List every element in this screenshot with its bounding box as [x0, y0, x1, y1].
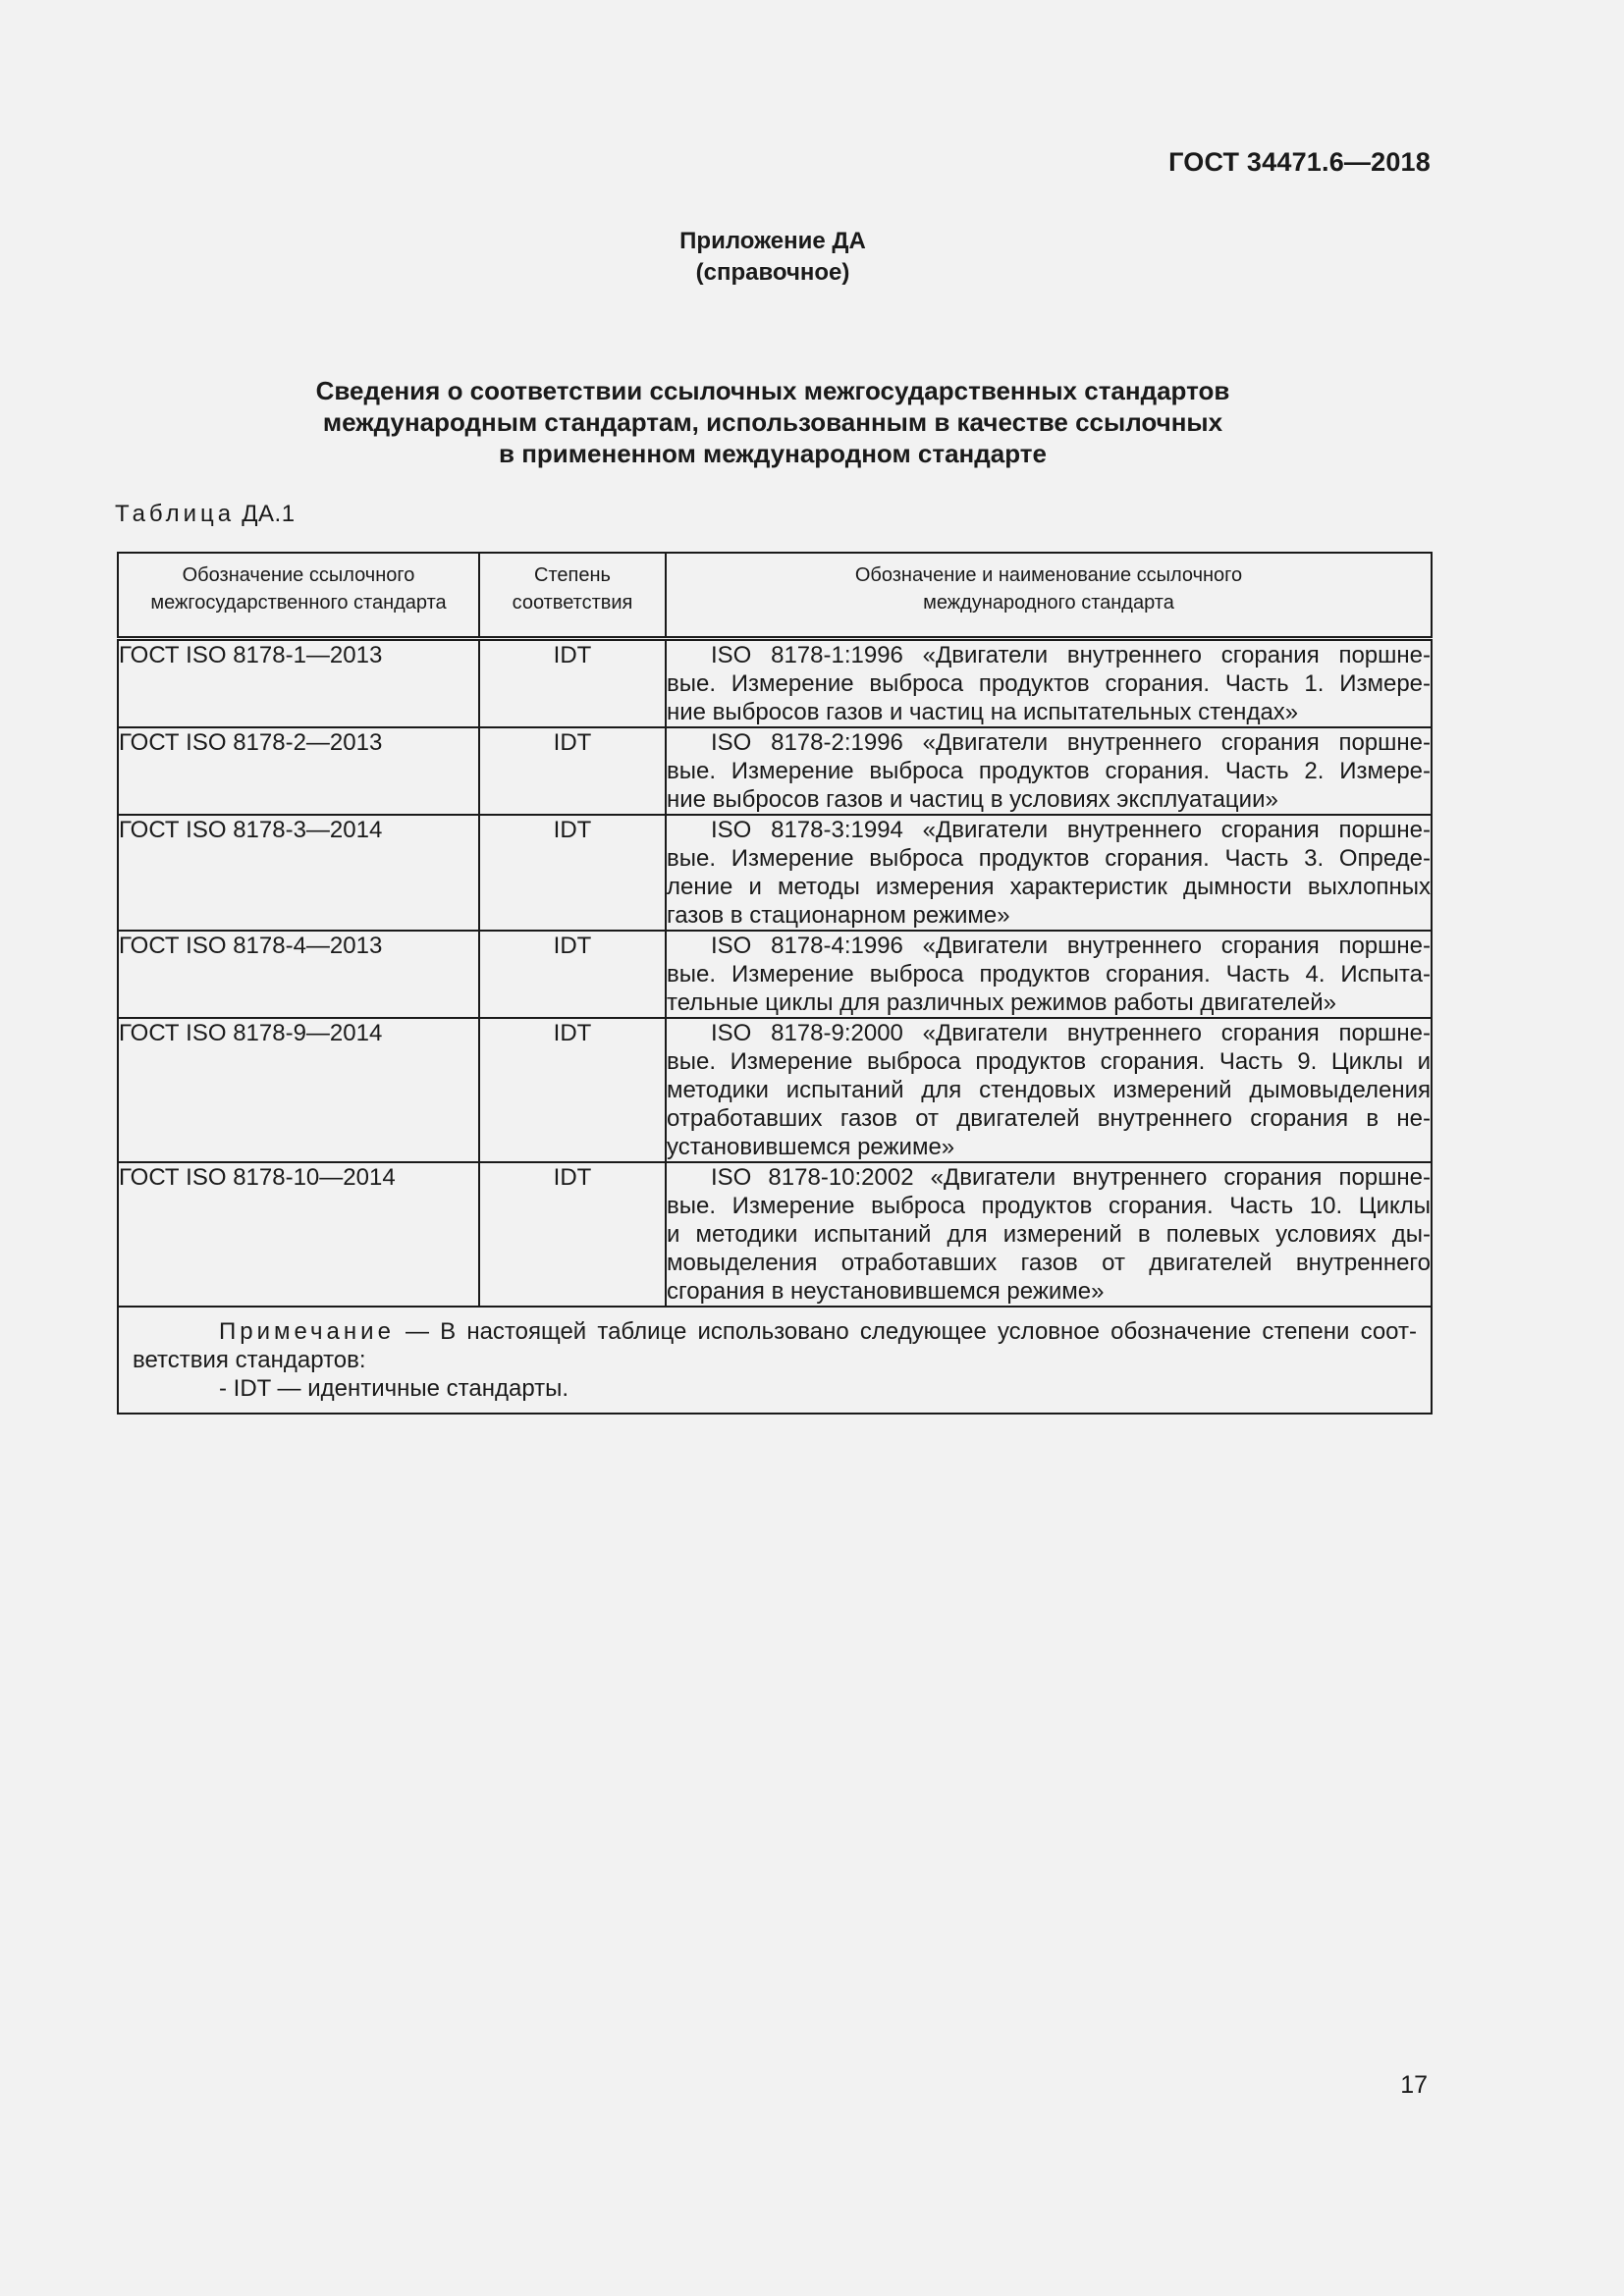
appendix-title: Приложение ДА: [679, 228, 866, 254]
cell-designation: ГОСТ ISO 8178-2—2013: [118, 727, 479, 815]
cell-designation: ГОСТ ISO 8178-10—2014: [118, 1162, 479, 1307]
appendix-subtitle: (справочное): [695, 259, 850, 286]
header-international: [666, 553, 1432, 639]
cell-international-line: установившемся режиме»: [667, 1134, 955, 1160]
header-international-line: международного стандарта: [923, 592, 1174, 614]
cell-international-line: отработавших газов от двигателей внутреннего сгорания в не-: [667, 1105, 1431, 1132]
header-degree-line: соответствия: [512, 592, 633, 614]
note-line: [133, 1317, 1417, 1346]
cell-international-line: ISO 8178-1:1996 «Двигатели внутреннего сгорания поршне-: [711, 642, 1431, 668]
cell-degree: IDT: [479, 727, 666, 815]
cell-degree: IDT: [479, 815, 666, 931]
section-title-line: международным стандартам, использованным в качестве ссылочных: [322, 407, 1223, 437]
cell-designation: ГОСТ ISO 8178-1—2013: [118, 639, 479, 728]
cell-international: [666, 1018, 1432, 1162]
cell-degree: IDT: [479, 931, 666, 1018]
page-number: 17: [1400, 2071, 1428, 2099]
table-row: [118, 931, 1432, 1018]
header-designation-line: межгосударственного стандарта: [150, 592, 447, 614]
table-caption-number: ДА.1: [242, 501, 296, 527]
cell-international-line: вые. Измерение выброса продуктов сгорания. Часть 2. Измере-: [667, 758, 1431, 784]
cell-international: [666, 815, 1432, 931]
cell-international-line: вые. Измерение выброса продуктов сгорания. Часть 9. Циклы и: [667, 1048, 1431, 1075]
cell-international-line: ISO 8178-9:2000 «Двигатели внутреннего сгорания поршне-: [711, 1020, 1431, 1046]
cell-international-line: ление и методы измерения характеристик дымности выхлопных: [667, 874, 1431, 900]
cell-degree: IDT: [479, 1018, 666, 1162]
cell-international-line: и методики испытаний для измерений в полевых условиях ды-: [667, 1221, 1431, 1248]
cell-international-line: ISO 8178-10:2002 «Двигатели внутреннего сгорания поршне-: [711, 1164, 1431, 1191]
cell-designation: ГОСТ ISO 8178-4—2013: [118, 931, 479, 1018]
cell-international: [666, 639, 1432, 728]
table-note-row: [118, 1307, 1432, 1414]
table-row: [118, 727, 1432, 815]
header-degree: [479, 553, 666, 639]
header-designation: [118, 553, 479, 639]
table-row: [118, 815, 1432, 931]
cell-international-line: тельные циклы для различных режимов работы двигателей»: [667, 989, 1336, 1016]
table-caption: [115, 501, 296, 528]
header-degree-line: Степень: [534, 564, 611, 586]
table-note: [118, 1307, 1432, 1414]
cell-international-line: ние выбросов газов и частиц в условиях эксплуатации»: [667, 786, 1278, 813]
appendix-heading: [0, 226, 1545, 289]
cell-international-line: газов в стационарном режиме»: [667, 902, 1010, 929]
table-header-row: [118, 553, 1432, 639]
cell-international-line: сгорания в неустановившемся режиме»: [667, 1278, 1105, 1305]
cell-designation: ГОСТ ISO 8178-9—2014: [118, 1018, 479, 1162]
cell-international-line: ISO 8178-3:1994 «Двигатели внутреннего сгорания поршне-: [711, 817, 1431, 843]
cell-international-line: ISO 8178-2:1996 «Двигатели внутреннего сгорания поршне-: [711, 729, 1431, 756]
cell-international-line: ние выбросов газов и частиц на испытательных стендах»: [667, 699, 1299, 725]
table-row: [118, 1018, 1432, 1162]
table-body: [118, 639, 1432, 1415]
cell-international-line: вые. Измерение выброса продуктов сгорания. Часть 1. Измере-: [667, 670, 1431, 697]
cell-degree: IDT: [479, 639, 666, 728]
cell-international-line: ISO 8178-4:1996 «Двигатели внутреннего сгорания поршне-: [711, 933, 1431, 959]
section-title: [0, 375, 1545, 469]
document-code: ГОСТ 34471.6—2018: [1168, 147, 1431, 177]
cell-international: [666, 1162, 1432, 1307]
table-row: [118, 639, 1432, 728]
cell-international-line: вые. Измерение выброса продуктов сгорания. Часть 3. Опреде-: [667, 845, 1431, 872]
standards-table: [117, 552, 1433, 1415]
note-text: — В настоящей таблице использовано следующее условное обозначение степени соот-: [394, 1318, 1417, 1345]
cell-international: [666, 727, 1432, 815]
cell-international-line: мовыделения отработавших газов от двигателей внутреннего: [667, 1250, 1431, 1276]
cell-degree: IDT: [479, 1162, 666, 1307]
note-line: - IDT — идентичные стандарты.: [219, 1375, 569, 1402]
note-line: ветствия стандартов:: [133, 1347, 366, 1373]
cell-designation: ГОСТ ISO 8178-3—2014: [118, 815, 479, 931]
table-caption-label: Таблица: [115, 501, 236, 527]
section-title-line: в примененном международном стандарте: [499, 439, 1047, 468]
cell-international-line: вые. Измерение выброса продуктов сгорания. Часть 10. Циклы: [667, 1193, 1431, 1219]
cell-international-line: методики испытаний для стендовых измерений дымовыделения: [667, 1077, 1431, 1103]
section-title-line: Сведения о соответствии ссылочных межгосударственных стандартов: [315, 376, 1230, 405]
table-row: [118, 1162, 1432, 1307]
header-international-line: Обозначение и наименование ссылочного: [854, 564, 1243, 586]
note-label: Примечание: [219, 1318, 395, 1345]
cell-international: [666, 931, 1432, 1018]
header-designation-line: Обозначение ссылочного: [182, 564, 415, 586]
cell-international-line: вые. Измерение выброса продуктов сгорания. Часть 4. Испыта-: [667, 961, 1431, 988]
